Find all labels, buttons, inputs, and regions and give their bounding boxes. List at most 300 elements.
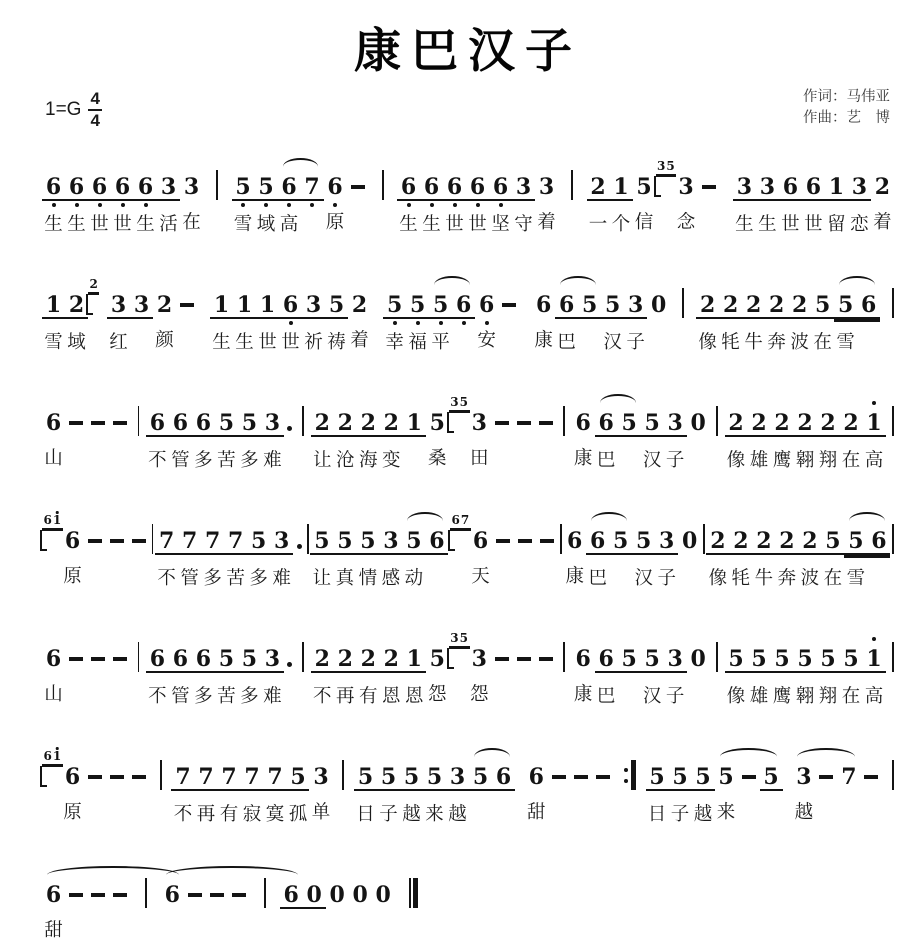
slur-arc xyxy=(166,866,298,877)
note-digit: 0 xyxy=(375,881,391,908)
note-glyph-wrap xyxy=(65,287,88,319)
measure xyxy=(450,509,558,590)
note-digit: 2 xyxy=(733,527,749,554)
note-digit: 3 xyxy=(659,527,675,554)
slur-arc xyxy=(600,394,636,405)
dash-icon xyxy=(69,893,83,897)
lyric-char: 在 xyxy=(841,451,861,472)
note-glyph-wrap xyxy=(109,641,131,671)
note-digit: 2 xyxy=(337,409,353,436)
note xyxy=(788,273,811,356)
lyric-char: 牦 xyxy=(731,569,751,590)
note-digit: 3 xyxy=(264,409,281,436)
dash-icon xyxy=(864,775,878,779)
note xyxy=(286,745,309,828)
dash-icon xyxy=(539,657,553,661)
note xyxy=(403,627,426,710)
note xyxy=(210,273,233,356)
note-digit: 5 xyxy=(848,527,864,554)
note xyxy=(624,273,647,356)
measure xyxy=(733,155,894,238)
lyric-char: 怨 xyxy=(428,685,447,706)
lyric-char: 雪 xyxy=(836,333,855,354)
note-digit: 6 xyxy=(45,881,62,908)
measure xyxy=(572,391,710,474)
lyric-char: 世 xyxy=(258,333,277,354)
note-glyph-wrap xyxy=(725,641,748,673)
note-glyph-wrap xyxy=(301,169,324,201)
lyric-char: 波 xyxy=(800,569,820,590)
note-digit: 6 xyxy=(567,527,583,554)
note-glyph-wrap xyxy=(293,523,305,553)
note-glyph-wrap xyxy=(525,759,548,789)
note-glyph-wrap xyxy=(609,523,632,555)
note-digit: 5 xyxy=(241,409,258,436)
note-glyph-wrap xyxy=(255,169,278,201)
grace-digit: 1 xyxy=(52,513,62,528)
note xyxy=(326,863,349,946)
note-digit: 5 xyxy=(235,173,251,200)
lyric-char: 恩 xyxy=(405,687,424,708)
augmentation-dot-icon xyxy=(287,426,292,431)
lyricist-credit: 作词：马伟亚 xyxy=(803,89,890,105)
note xyxy=(233,273,256,356)
time-signature xyxy=(88,90,101,129)
lyric-char: 再 xyxy=(336,687,355,708)
note-digit: 6 xyxy=(860,291,877,318)
note-digit: 2 xyxy=(843,409,859,436)
barline xyxy=(716,642,718,672)
dash-icon xyxy=(540,539,554,543)
note-digit: 7 xyxy=(841,763,857,790)
note-glyph-wrap xyxy=(867,523,890,555)
lyric-char: 汉 xyxy=(634,569,653,590)
note-digit: 1 xyxy=(613,173,629,200)
note-digit: 7 xyxy=(198,763,214,790)
augmentation-dot-icon xyxy=(287,662,292,667)
note-digit: 3 xyxy=(383,527,399,554)
note-digit: 5 xyxy=(218,409,235,436)
measure xyxy=(42,627,131,708)
note-digit: 5 xyxy=(672,763,688,790)
note xyxy=(752,509,775,592)
lyric-char: 桑 xyxy=(428,449,447,470)
grace-note-digits xyxy=(42,514,63,529)
lyric-char: 在 xyxy=(823,569,843,590)
dash-icon xyxy=(232,893,246,897)
note-digit: 2 xyxy=(383,645,399,672)
grace-note xyxy=(42,509,61,590)
lyric-char: 苦 xyxy=(217,687,236,708)
note-digit: 5 xyxy=(797,645,813,672)
note-glyph-wrap xyxy=(492,523,514,553)
note-glyph-wrap xyxy=(572,641,595,671)
note-glyph-wrap xyxy=(771,641,794,673)
lyric-char: 日 xyxy=(356,805,375,826)
note xyxy=(491,627,513,710)
grace-digit: 3 xyxy=(450,395,459,410)
note-glyph-wrap xyxy=(563,523,586,553)
note-digit: 6 xyxy=(472,527,489,554)
measure xyxy=(311,391,557,474)
note xyxy=(794,391,817,474)
meta-row xyxy=(42,87,890,129)
lyric-char: 有 xyxy=(359,687,378,708)
note-glyph-wrap xyxy=(61,759,84,789)
note-digit: 2 xyxy=(797,409,813,436)
note-digit: 1 xyxy=(213,291,230,318)
note-glyph-wrap xyxy=(42,641,65,671)
note xyxy=(572,391,595,474)
note-glyph-wrap xyxy=(228,877,250,907)
note xyxy=(811,273,834,356)
grace-note xyxy=(450,509,469,590)
note-digit: 2 xyxy=(314,409,330,436)
note-digit: 1 xyxy=(828,173,845,200)
dash-icon xyxy=(819,775,833,779)
note xyxy=(426,391,449,474)
lyric-char: 让 xyxy=(313,451,332,472)
note-digit: 6 xyxy=(195,409,212,436)
note-digit: 6 xyxy=(575,645,591,672)
note-glyph-wrap xyxy=(146,405,169,437)
note xyxy=(347,155,369,238)
slur-arc xyxy=(47,866,179,877)
note xyxy=(169,627,192,710)
note-digit: 2 xyxy=(156,291,173,318)
lyric-char: 不 xyxy=(173,805,193,826)
slur-arc xyxy=(434,276,470,287)
grace-digit: 6 xyxy=(451,513,460,528)
note xyxy=(372,863,395,946)
augmentation-dot-icon xyxy=(297,544,302,549)
note xyxy=(106,745,128,826)
note-digit: 6 xyxy=(327,173,343,200)
note-glyph-wrap xyxy=(664,405,687,437)
dash-icon xyxy=(517,657,531,661)
note-digit: 5 xyxy=(409,291,426,318)
note xyxy=(587,155,610,238)
note xyxy=(180,155,203,238)
lyric-char: 难 xyxy=(272,569,291,590)
note-glyph-wrap xyxy=(595,641,618,673)
note-glyph-wrap xyxy=(157,169,180,201)
note-digit: 6 xyxy=(64,527,81,554)
note-glyph-wrap xyxy=(134,169,157,201)
note xyxy=(592,745,614,826)
note-glyph-wrap xyxy=(65,169,88,201)
dash-icon xyxy=(495,657,509,661)
grace-digit: 5 xyxy=(459,631,468,646)
dash-icon xyxy=(110,539,124,543)
lyric-char: 来 xyxy=(425,805,444,826)
note xyxy=(65,627,87,708)
note-digit: 5 xyxy=(820,645,836,672)
note-digit: 3 xyxy=(305,291,322,318)
note xyxy=(748,627,771,710)
note xyxy=(610,155,633,238)
lyric-char: 留 xyxy=(827,215,846,236)
note-glyph-wrap xyxy=(286,759,309,791)
note-glyph-wrap xyxy=(107,287,130,319)
lyric-char: 多 xyxy=(240,451,259,472)
note-glyph-wrap xyxy=(380,405,403,437)
note xyxy=(863,391,886,474)
barline xyxy=(563,642,565,672)
note-digit: 2 xyxy=(751,409,767,436)
note-glyph-wrap xyxy=(263,759,286,791)
grace-note xyxy=(42,745,61,826)
note-digit: 6 xyxy=(283,881,299,908)
note-glyph-wrap xyxy=(284,405,296,435)
lyric-char: 越 xyxy=(794,803,814,824)
note-digit: 3 xyxy=(183,173,200,200)
note-glyph-wrap xyxy=(238,405,261,437)
note-glyph-wrap xyxy=(641,405,664,437)
note-digit: 5 xyxy=(357,763,374,790)
note-digit: 3 xyxy=(471,409,487,436)
dash-icon xyxy=(110,775,124,779)
dash-icon xyxy=(517,421,531,425)
note-glyph-wrap xyxy=(180,169,203,199)
lyric-char: 康 xyxy=(573,685,593,706)
measure xyxy=(42,509,150,590)
note-digit: 3 xyxy=(759,173,776,200)
note xyxy=(400,745,423,828)
grace-note-digits xyxy=(42,750,63,765)
note-glyph-wrap xyxy=(278,169,301,201)
note-glyph-wrap xyxy=(675,169,698,199)
note xyxy=(860,745,882,826)
note-digit: 5 xyxy=(621,645,637,672)
note-digit: 3 xyxy=(538,173,555,200)
note-digit: 2 xyxy=(699,291,716,318)
measure xyxy=(171,745,332,828)
note-glyph-wrap xyxy=(548,759,570,789)
note-glyph-wrap xyxy=(232,169,255,201)
lyric-char: 雪 xyxy=(44,333,63,354)
note-digit: 6 xyxy=(45,645,62,672)
note-glyph-wrap xyxy=(469,759,492,791)
note xyxy=(840,391,863,474)
note xyxy=(128,509,150,590)
note xyxy=(65,155,88,238)
note-glyph-wrap xyxy=(334,641,357,673)
lyric-char: 在 xyxy=(841,687,861,708)
note-digit: 5 xyxy=(429,409,445,436)
note-glyph-wrap xyxy=(233,287,256,319)
note-digit: 5 xyxy=(251,527,267,554)
lyric-char: 让 xyxy=(312,569,332,590)
note-glyph-wrap xyxy=(837,759,860,789)
note-glyph-wrap xyxy=(748,641,771,673)
barline xyxy=(302,642,304,672)
note-digit: 0 xyxy=(690,645,706,672)
lyric-char: 鹰 xyxy=(772,687,792,708)
lyric-char: 高 xyxy=(864,687,884,708)
note-digit: 2 xyxy=(802,527,818,554)
note xyxy=(742,273,765,356)
barline xyxy=(138,642,140,672)
barline xyxy=(302,406,304,436)
note-digit: 2 xyxy=(360,409,376,436)
note xyxy=(840,627,863,710)
note-digit: 5 xyxy=(728,645,744,672)
note-glyph-wrap xyxy=(184,877,206,907)
lyric-char: 原 xyxy=(63,803,82,824)
lyric-char: 平 xyxy=(431,333,450,354)
note-glyph-wrap xyxy=(311,641,334,673)
lyric-char: 原 xyxy=(63,567,82,588)
note xyxy=(817,391,840,474)
lyric-char: 雪 xyxy=(233,215,253,236)
lyric-char: 着 xyxy=(350,331,369,352)
note-glyph-wrap xyxy=(311,405,334,437)
note-digit: 6 xyxy=(492,173,509,200)
note xyxy=(468,627,491,710)
note xyxy=(42,391,65,472)
note-glyph-wrap xyxy=(863,641,886,673)
note-glyph-wrap xyxy=(535,169,558,199)
note xyxy=(513,391,535,474)
note-glyph-wrap xyxy=(324,169,347,199)
note xyxy=(42,627,65,708)
lyric-char: 生 xyxy=(67,215,86,236)
note-glyph-wrap xyxy=(587,169,610,201)
lyric-char: 翔 xyxy=(818,687,838,708)
note xyxy=(284,627,296,710)
lyric-char: 活 xyxy=(159,215,178,236)
note-digit: 5 xyxy=(695,763,711,790)
note-digit: 2 xyxy=(337,645,353,672)
note xyxy=(692,745,715,828)
note-digit: 6 xyxy=(68,173,85,200)
note-digit: 6 xyxy=(172,409,189,436)
note xyxy=(802,155,825,238)
lyric-char: 子 xyxy=(657,569,676,590)
note-digit: 6 xyxy=(446,173,463,200)
note xyxy=(130,273,153,356)
note-digit: 3 xyxy=(667,409,683,436)
lyric-char: 恋 xyxy=(850,215,869,236)
note-glyph-wrap xyxy=(863,405,886,437)
grace-note-digits xyxy=(449,632,470,647)
note xyxy=(698,155,720,238)
note-digit: 1 xyxy=(45,291,62,318)
note xyxy=(466,155,489,238)
lyric-char: 汉 xyxy=(642,687,662,708)
lyric-char: 山 xyxy=(44,685,63,706)
note-glyph-wrap xyxy=(217,759,240,791)
lyric-char: 不 xyxy=(148,687,167,708)
lyric-char: 生 xyxy=(136,215,155,236)
note-digit: 7 xyxy=(228,527,244,554)
note-glyph-wrap xyxy=(468,405,491,435)
measure xyxy=(587,155,720,238)
note xyxy=(641,627,664,710)
note-glyph-wrap xyxy=(153,287,176,317)
note-digit: 6 xyxy=(495,763,512,790)
lyric-char: 多 xyxy=(194,687,213,708)
note xyxy=(192,391,215,474)
measure xyxy=(397,155,558,238)
note-digit: 6 xyxy=(423,173,440,200)
note xyxy=(771,627,794,710)
lyric-char: 不 xyxy=(313,687,332,708)
lyric-char: 汉 xyxy=(603,333,622,354)
note-glyph-wrap xyxy=(176,287,198,317)
dash-icon xyxy=(88,775,102,779)
note-glyph-wrap xyxy=(192,641,215,673)
note-glyph-wrap xyxy=(201,523,224,555)
note-digit: 2 xyxy=(710,527,726,554)
system-line xyxy=(42,155,894,238)
barline xyxy=(160,760,162,790)
lyric-char: 汉 xyxy=(642,451,662,472)
note-digit: 2 xyxy=(722,291,739,318)
note-glyph-wrap xyxy=(192,405,215,437)
note-digit: 5 xyxy=(636,173,652,200)
note-glyph-wrap xyxy=(794,405,817,437)
lyric-char: 巴 xyxy=(557,333,576,354)
key-tonic: 1=G xyxy=(45,98,82,120)
note-digit: 0 xyxy=(352,881,368,908)
lyric-char: 着 xyxy=(873,213,892,234)
note xyxy=(65,391,87,472)
note xyxy=(61,509,84,590)
note-glyph-wrap xyxy=(646,759,669,791)
note-glyph-wrap xyxy=(725,405,748,437)
note xyxy=(572,627,595,710)
note-digit: 5 xyxy=(328,291,345,318)
note-digit: 6 xyxy=(559,291,575,318)
dash-icon xyxy=(69,657,83,661)
dash-icon xyxy=(496,539,510,543)
note xyxy=(153,273,176,356)
note-digit: 1 xyxy=(406,409,422,436)
note-digit: 3 xyxy=(274,527,290,554)
note xyxy=(61,745,84,826)
slur-arc xyxy=(591,512,627,523)
note xyxy=(84,745,106,826)
lyric-char: 管 xyxy=(180,569,199,590)
lyric-char: 寞 xyxy=(265,805,285,826)
note-digit: 5 xyxy=(649,763,665,790)
note-digit: 5 xyxy=(774,645,790,672)
note xyxy=(532,273,555,356)
note-glyph-wrap xyxy=(535,405,557,435)
barline xyxy=(892,524,894,554)
note xyxy=(310,509,333,592)
note xyxy=(664,627,687,710)
note xyxy=(256,273,279,356)
note-glyph-wrap xyxy=(109,877,131,907)
lyric-char: 动 xyxy=(404,569,424,590)
note xyxy=(324,155,347,238)
note xyxy=(169,391,192,474)
note-glyph-wrap xyxy=(794,641,817,673)
note xyxy=(570,745,592,826)
note-glyph-wrap xyxy=(765,287,788,319)
note xyxy=(765,273,788,356)
note xyxy=(729,509,752,592)
note xyxy=(655,509,678,592)
note xyxy=(84,509,106,590)
dash-icon xyxy=(539,421,553,425)
note xyxy=(354,745,377,828)
lyric-char: 祈 xyxy=(304,333,323,354)
note-digit: 3 xyxy=(796,763,812,790)
